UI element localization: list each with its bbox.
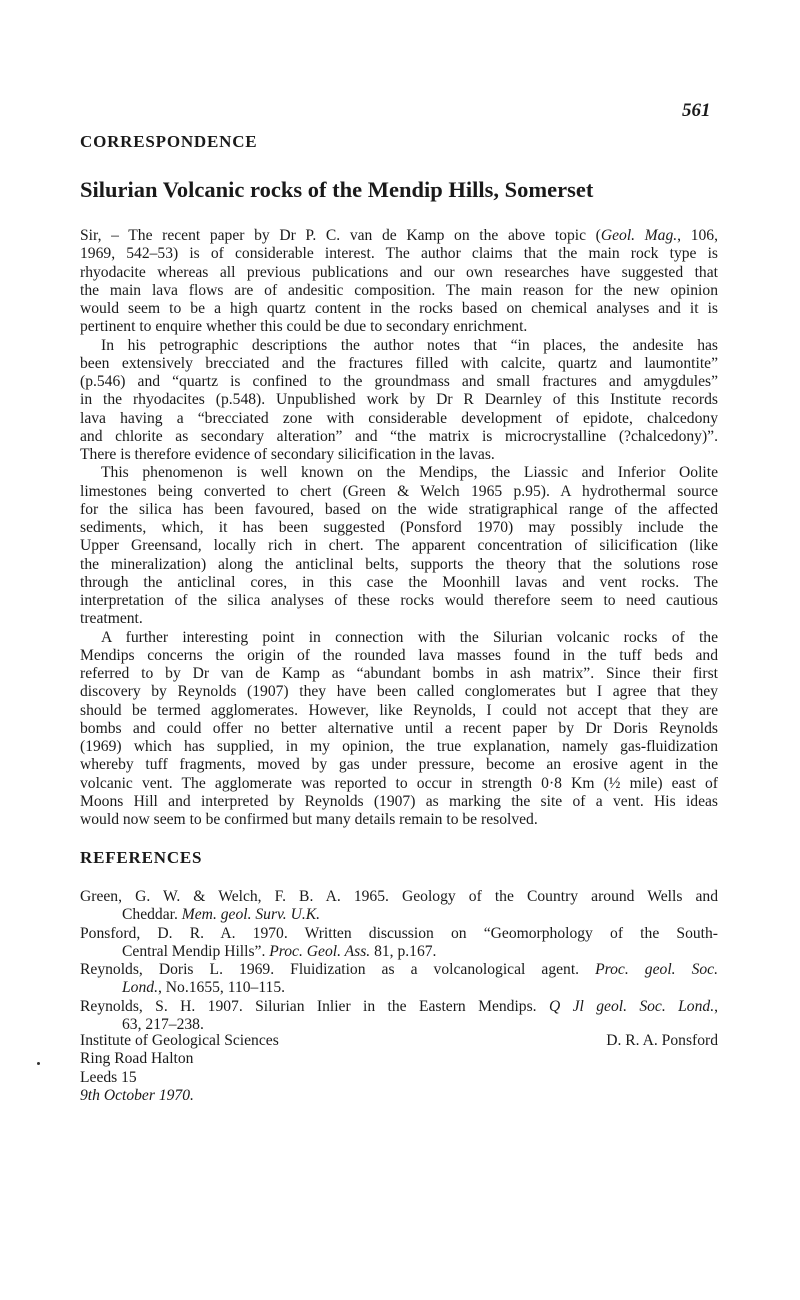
reference-line (80, 961, 718, 979)
italic-text: Proc. geol. Soc. (595, 961, 719, 978)
paragraph-line: been extensively brecciated and the fractures filled with calcite, quartz and laumontite” (80, 354, 718, 372)
address-line: Leeds 15 (80, 1068, 137, 1086)
text-run: Sir, – The recent paper by Dr P. C. van de Kamp on the above topic ( (80, 227, 601, 244)
paragraph-line: lava having a “brecciated zone with considerable development of epidote, chalcedony (80, 409, 718, 427)
paragraph-line: volcanic vent. The agglomerate was reported to occur in strength 0·8 Km (½ mile) east of (80, 774, 718, 792)
italic-text: Q Jl geol. Soc. Lond. (548, 997, 715, 1015)
paragraph-line (80, 227, 718, 245)
paragraph-line: In his petrographic descriptions the author notes that “in places, the andesite has (101, 336, 718, 354)
paragraph-line: in the rhyodacites (p.548). Unpublished work by Dr R Dearnley of this Institute records (80, 391, 718, 409)
paragraph-line: should be termed agglomerates. However, like Reynolds, I could not accept that they are (80, 701, 718, 719)
reference-line: Green, G. W. & Welch, F. B. A. 1965. Geology of the Country around Wells and (80, 888, 718, 905)
paragraph-line: rhyodacite whereas all previous publications and our own researches have suggested that (80, 263, 718, 281)
italic-text: Lond. (122, 979, 158, 997)
text-run: Central Mendip Hills”. (122, 942, 270, 960)
text-run: 81, p.167. (370, 942, 437, 960)
reference-line (80, 998, 718, 1016)
paragraph-line: A further interesting point in connection with the Silurian volcanic rocks of the (101, 628, 718, 646)
paragraph-line: Upper Greensand, locally rich in chert. The apparent concentration of silicification (like (80, 537, 718, 555)
paragraph-line: bombs and could offer no better alternative until a recent paper by Dr Doris Reynolds (80, 719, 718, 737)
letter-date: 9th October 1970. (80, 1086, 194, 1104)
reference-line (80, 906, 718, 924)
reference-line (80, 943, 718, 961)
paragraph-line: would now seem to be confirmed but many details remain to be resolved. (80, 811, 538, 828)
reference-line: Ponsford, D. R. A. 1970. Written discussion on “Geomorphology of the South- (80, 924, 718, 942)
paragraph-line: the mineralization) along the anticlinal belts, supports the theory that the solutions rose (80, 555, 718, 573)
paragraph-line: for the silica has been favoured, based on the wide stratigraphical range of the affected (80, 500, 718, 518)
text-run: Reynolds, Doris L. 1969. Fluidization as a volcanological agent. (80, 961, 596, 978)
author-name: D. R. A. Ponsford (606, 1032, 718, 1049)
paragraph-line: 1969, 542–53) is of considerable interest. The author claims that the main rock type is (80, 245, 718, 263)
paragraph-line: the main lava flows are of andesitic composition. The main reason for the new opinion (80, 281, 718, 299)
paragraph-line: would seem to be a high quartz content in the rocks based on chemical analyses and it is (80, 300, 718, 317)
paragraph-line: and chlorite as secondary alteration” and “the matrix is microcrystalline (?chalcedony)”. (80, 427, 718, 445)
reference-line: 63, 217–238. (122, 1015, 204, 1033)
text-run: Cheddar. (122, 906, 182, 924)
paragraph-line: Mendips concerns the origin of the rounded lava masses found in the tuff beds and (80, 646, 718, 664)
italic-text: Geol. Mag. (600, 227, 678, 244)
references-heading: REFERENCES (80, 848, 203, 867)
paragraph-line: pertinent to enquire whether this could be due to secondary enrichment. (80, 318, 528, 336)
address-line: Ring Road Halton (80, 1050, 194, 1068)
article-body (80, 227, 718, 829)
scan-speck (37, 1062, 40, 1065)
reference-line (80, 979, 718, 997)
paragraph-line: There is therefore evidence of secondary silicification in the lavas. (80, 446, 495, 463)
text-run: , 106, (677, 227, 718, 244)
paragraph-line: (1969) which has supplied, in my opinion, the true explanation, namely gas-fluidization (80, 738, 718, 755)
paragraph-line: (p.546) and “quartz is confined to the groundmass and small fractures and amygdules” (80, 373, 718, 390)
signature-block (80, 1032, 718, 1105)
address-line: Institute of Geological Sciences (80, 1032, 279, 1049)
paragraph-line: This phenomenon is well known on the Mendips, the Liassic and Inferior Oolite (101, 464, 718, 482)
italic-text: Mem. geol. Surv. U.K. (181, 906, 321, 924)
article-title: Silurian Volcanic rocks of the Mendip Hills, Somerset (80, 177, 594, 202)
paragraph-line: through the anticlinal cores, in this case the Moonhill lavas and vent rocks. The (80, 573, 718, 591)
paragraph-line: interpretation of the silica analyses of these rocks would therefore seem to need cautious (80, 592, 718, 609)
italic-text: Proc. Geol. Ass. (269, 942, 371, 960)
paragraph-line: discovery by Reynolds (1907) they have been called conglomerates but I agree that they (80, 683, 718, 701)
paragraph-line: limestones being converted to chert (Green & Welch 1965 p.95). A hydrothermal source (80, 482, 718, 500)
text-run: , (714, 997, 718, 1015)
section-heading: CORRESPONDENCE (80, 132, 258, 151)
text-run: , No.1655, 110–115. (157, 979, 286, 997)
page-number: 561 (682, 100, 711, 121)
paragraph-line: sediments, which, it has been suggested (Ponsford 1970) may possibly include the (80, 519, 718, 536)
references-list (80, 888, 718, 1034)
paragraph-line: referred to by Dr van de Kamp as “abundant bombs in ash matrix”. Since their first (80, 665, 718, 682)
paragraph-line: treatment. (80, 610, 143, 628)
text-run: Reynolds, S. H. 1907. Silurian Inlier in the Eastern Mendips. (80, 997, 549, 1015)
paragraph-line: whereby tuff fragments, moved by gas under pressure, become an erosive agent in the (80, 756, 718, 774)
paragraph-line: Moons Hill and interpreted by Reynolds (1907) as marking the site of a vent. His ideas (80, 792, 718, 810)
